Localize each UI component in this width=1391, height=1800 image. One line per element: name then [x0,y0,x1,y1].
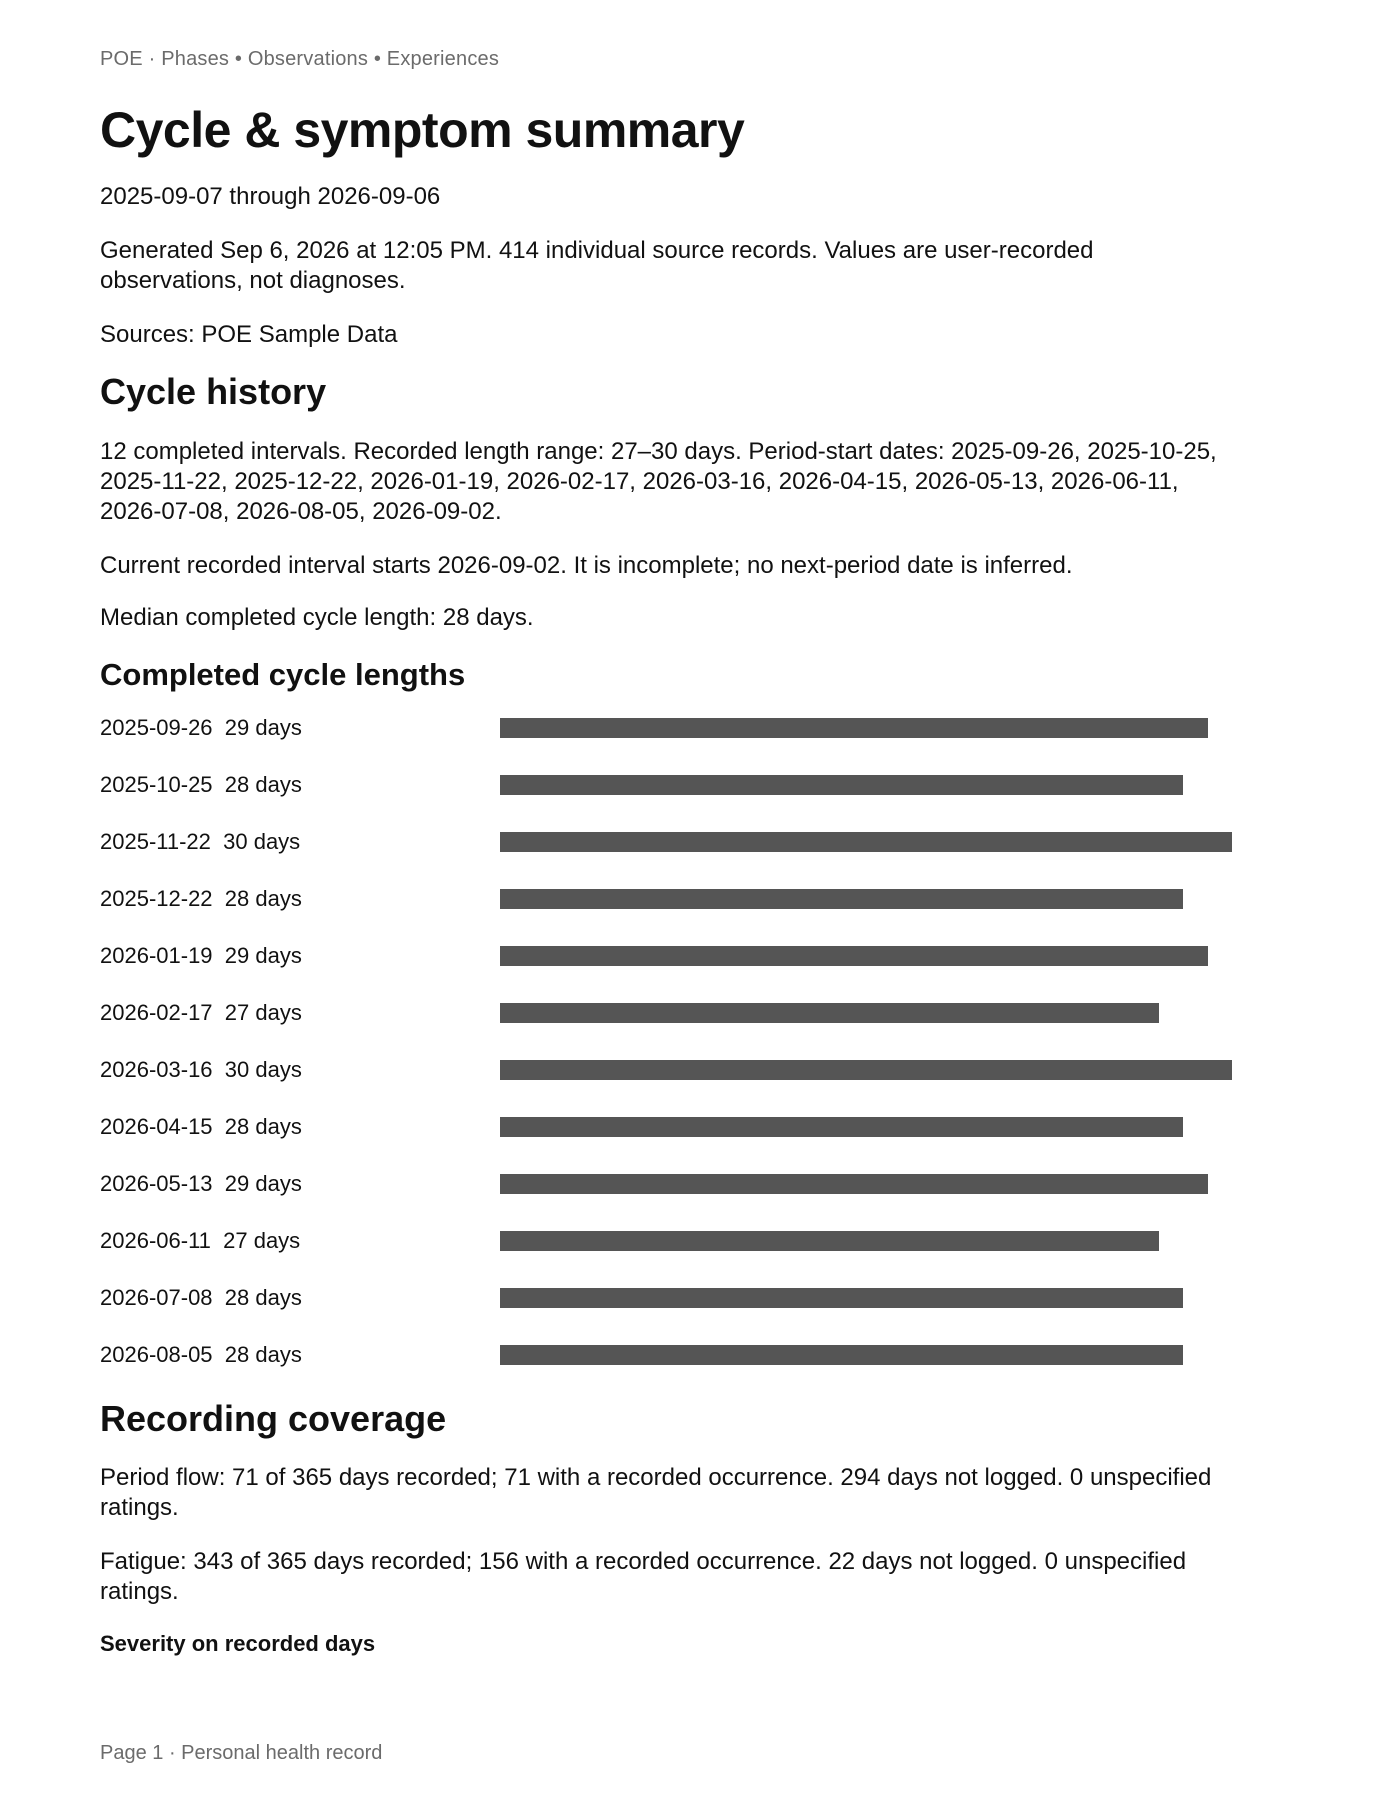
bar-label: 2026-01-19 29 days [100,943,302,968]
bar-label: 2025-12-22 28 days [100,886,302,911]
bar-label: 2026-06-11 27 days [100,1228,301,1253]
cycle-history-summary: 12 completed intervals. Recorded length range: 27–30 days. Period-start dates: 2025-09-26, 2025-10-25, 2025-11-22, 2025-12-22, 2026-01-19, 2026-02-17, 2026-03-16, 2026-04-15, 2026-05-13, 2026-06-11, 2026-07-08, 2026-08-05, 2026-09-02. [100,438,1217,525]
fatigue-coverage: Fatigue: 343 of 365 days recorded; 156 with a recorded occurrence. 22 days not logged. 0 unspecified ratings. [100,1548,1187,1605]
chart-row [100,1276,1250,1333]
cycle-length-bar [500,1231,1159,1251]
current-interval-note: Current recorded interval starts 2026-09-02. It is incomplete; no next-period date is inferred. [100,552,1073,579]
chart-row [100,1219,1250,1276]
page-title: Cycle & symptom summary [100,102,745,158]
median-length-note: Median completed cycle length: 28 days. [100,604,534,631]
chart-title: Completed cycle lengths [100,657,466,692]
chart-row [100,1162,1250,1219]
cycle-length-chart [100,706,1250,1376]
bar-label: 2026-08-05 28 days [100,1342,302,1367]
cycle-length-bar [500,1288,1183,1308]
cycle-length-bar [500,1174,1208,1194]
chart-row [100,991,1250,1048]
cycle-length-bar [500,1117,1183,1137]
bar-label: 2026-05-13 29 days [100,1171,302,1196]
cycle-length-bar [500,889,1183,909]
app-eyebrow: POE · Phases • Observations • Experiences [100,48,500,70]
cycle-length-bar [500,1060,1232,1080]
page-footer: Page 1 · Personal health record [100,1742,383,1764]
chart-row [100,1333,1250,1390]
date-range: 2025-09-07 through 2026-09-06 [100,183,441,210]
cycle-length-bar [500,1003,1159,1023]
bar-label: 2025-11-22 30 days [100,829,301,854]
cycle-length-bar [500,718,1208,738]
section-heading-recording-coverage: Recording coverage [100,1398,447,1439]
bar-label: 2026-04-15 28 days [100,1114,302,1139]
cycle-length-bar [500,832,1232,852]
chart-row [100,934,1250,991]
bar-label: 2026-07-08 28 days [100,1285,302,1310]
chart-row [100,706,1250,763]
bar-label: 2025-09-26 29 days [100,715,302,740]
chart-row [100,763,1250,820]
cycle-length-bar [500,775,1183,795]
period-flow-coverage: Period flow: 71 of 365 days recorded; 71 with a recorded occurrence. 294 days not logged. 0 unspecified ratings. [100,1464,1212,1521]
sources-line: Sources: POE Sample Data [100,321,398,348]
chart-row [100,820,1250,877]
cycle-length-bar [500,946,1208,966]
severity-heading: Severity on recorded days [100,1631,376,1656]
chart-row [100,1105,1250,1162]
bar-label: 2026-02-17 27 days [100,1000,302,1025]
chart-row [100,877,1250,934]
generated-note: Generated Sep 6, 2026 at 12:05 PM. 414 individual source records. Values are user-recorded observations, not diagnoses. [100,237,1094,294]
section-heading-cycle-history: Cycle history [100,371,327,412]
chart-row [100,1048,1250,1105]
bar-label: 2026-03-16 30 days [100,1057,302,1082]
cycle-length-bar [500,1345,1183,1365]
bar-label: 2025-10-25 28 days [100,772,302,797]
